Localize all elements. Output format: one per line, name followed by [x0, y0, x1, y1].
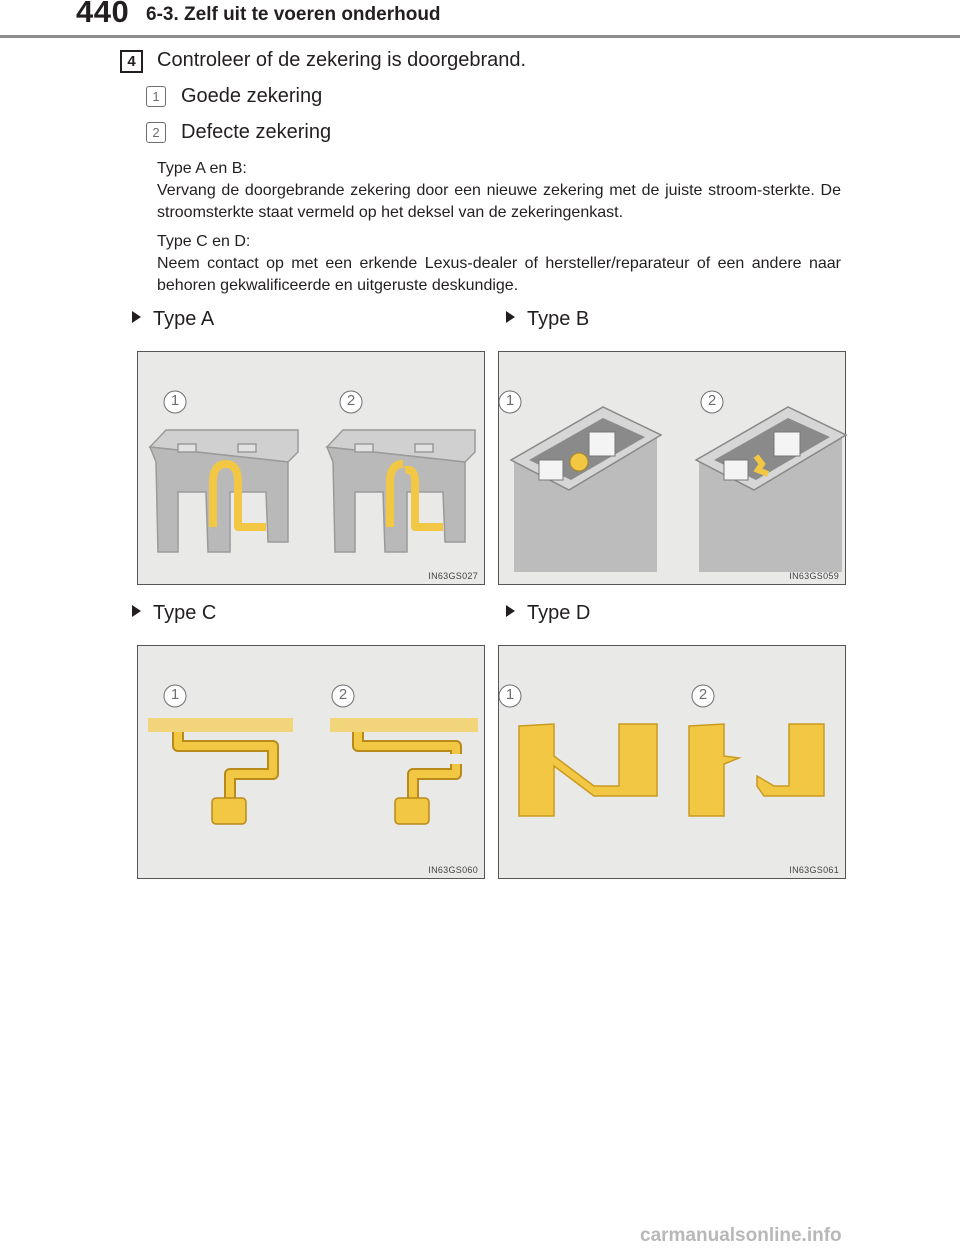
figure-label-type-a [132, 308, 214, 331]
figure-type-a [137, 351, 485, 585]
triangle-bullet-icon [132, 311, 141, 323]
strip-fuse-illustration [499, 646, 847, 880]
figure-type-d [498, 645, 846, 879]
item-good-fuse: Goede zekering [181, 85, 323, 107]
fuse-blown [327, 430, 475, 552]
fusible-link-illustration [138, 646, 486, 880]
figure-label-text: Type D [527, 602, 591, 624]
strip-blown [689, 724, 824, 816]
figure-type-c [137, 645, 485, 879]
figure-label-text: Type B [527, 308, 590, 330]
fuse-blown [696, 407, 846, 572]
triangle-bullet-icon [506, 311, 515, 323]
watermark: carmanualsonline.info [640, 1225, 842, 1246]
figure-type-b [498, 351, 846, 585]
paragraph-heading: Type A en B: [157, 160, 247, 177]
figure-label-type-c [132, 602, 216, 625]
figure-label-text: Type A [153, 308, 215, 330]
fuse-good [511, 407, 661, 572]
figure-label-type-b [506, 308, 589, 331]
blade-fuse-illustration [138, 352, 486, 586]
figure-label-text: Type C [153, 602, 217, 624]
callout-1: 1 [505, 392, 515, 409]
callout-2: 2 [338, 686, 348, 703]
strip-good [519, 724, 657, 816]
header-rule [0, 35, 960, 38]
callout-2: 2 [707, 392, 717, 409]
paragraph-heading: Type C en D: [157, 233, 251, 250]
item-number-badge: 2 [146, 122, 166, 143]
cartridge-fuse-illustration [499, 352, 847, 586]
section-title: 6-3. Zelf uit te voeren onderhoud [146, 4, 441, 25]
item-number-badge: 1 [146, 86, 166, 107]
step-text: Controleer of de zekering is doorgebrand. [157, 49, 527, 71]
paragraph-body: Vervang de doorgebrande zekering door een nieuwe zekering met de juiste stroom-sterkte. De stroomsterkte staat vermeld op het deksel van de zekeringenkast. [157, 182, 841, 221]
figure-label-type-d [506, 602, 590, 625]
fuse-good [150, 430, 298, 552]
callout-1: 1 [170, 392, 180, 409]
paragraph-type-c-d [157, 231, 841, 297]
step-number-badge: 4 [120, 50, 143, 73]
figure-code: IN63GS060 [428, 865, 478, 875]
callout-2: 2 [698, 686, 708, 703]
triangle-bullet-icon [506, 605, 515, 617]
triangle-bullet-icon [132, 605, 141, 617]
paragraph-type-a-b [157, 158, 841, 224]
callout-2: 2 [346, 392, 356, 409]
figure-code: IN63GS061 [789, 865, 839, 875]
callout-1: 1 [170, 686, 180, 703]
paragraph-body: Neem contact op met een erkende Lexus-dealer of hersteller/reparateur of een andere naar behoren gekwalificeerde en uitgeruste deskundige. [157, 255, 841, 294]
figure-code: IN63GS059 [789, 571, 839, 581]
item-defective-fuse: Defecte zekering [181, 121, 332, 143]
callout-1: 1 [505, 686, 515, 703]
figure-code: IN63GS027 [428, 571, 478, 581]
page-number: 440 [76, 0, 130, 29]
